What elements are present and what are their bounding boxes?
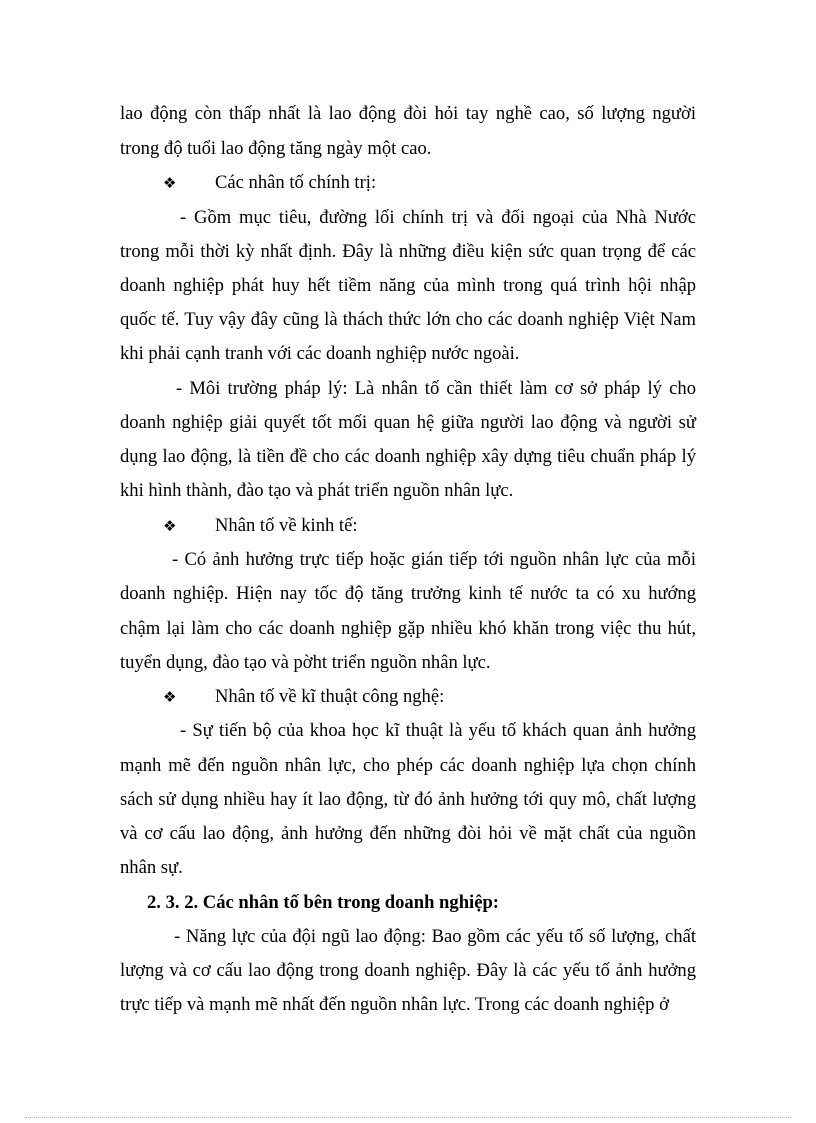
bullet-diamond-icon: ❖: [163, 174, 177, 192]
section-heading-political: Các nhân tố chính trị:: [215, 172, 377, 193]
paragraph-line: mạnh mẽ đến nguồn nhân lực, cho phép các doanh nghiệp lựa chọn chính: [120, 755, 696, 776]
paragraph-line: và cơ cấu lao động, ảnh hưởng đến những đòi hỏi về mặt chất của nguồn: [120, 823, 696, 844]
paragraph-line: lượng và cơ cấu lao động trong doanh nghiệp. Đây là các yếu tố ảnh hưởng: [120, 960, 696, 981]
paragraph-line: chậm lại làm cho các doanh nghiệp gặp nhiều khó khăn trong việc thu hút,: [120, 618, 696, 639]
paragraph-line: trong độ tuổi lao động tăng ngày một cao.: [120, 138, 432, 159]
paragraph-line: sách sử dụng nhiều hay ít lao động, từ đó ảnh hưởng tới quy mô, chất lượng: [120, 789, 696, 810]
paragraph-line: - Sự tiến bộ của khoa học kĩ thuật là yếu tố khách quan ảnh hưởng: [180, 720, 696, 741]
paragraph-line: trong mỗi thời kỳ nhất định. Đây là những điều kiện sức quan trọng để các: [120, 241, 696, 262]
section-heading-economic: Nhân tố về kinh tế:: [215, 515, 358, 536]
paragraph-line: tuyển dụng, đào tạo và pờht triển nguồn nhân lực.: [120, 652, 491, 673]
paragraph-line: nhân sự.: [120, 857, 183, 878]
page-bottom-rule: [25, 1117, 791, 1118]
paragraph-line: doanh nghiệp giải quyết tốt mối quan hệ giữa người lao động và người sử: [120, 412, 696, 433]
paragraph-line: trực tiếp và mạnh mẽ nhất đến nguồn nhân lực. Trong các doanh nghiệp ở: [120, 994, 669, 1015]
paragraph-line: - Môi trường pháp lý: Là nhân tố cần thiết làm cơ sở pháp lý cho: [176, 378, 696, 399]
bullet-diamond-icon: ❖: [163, 517, 177, 535]
section-heading-internal-factors: 2. 3. 2. Các nhân tố bên trong doanh nghiệp:: [147, 892, 499, 913]
paragraph-line: lao động còn thấp nhất là lao động đòi hỏi tay nghề cao, số lượng người: [120, 103, 696, 124]
paragraph-line: doanh nghiệp phát huy hết tiềm năng của mình trong quá trình hội nhập: [120, 275, 696, 296]
paragraph-line: - Năng lực của đội ngũ lao động: Bao gồm các yếu tố số lượng, chất: [174, 926, 696, 947]
section-heading-technology: Nhân tố về kĩ thuật công nghệ:: [215, 686, 445, 707]
bullet-diamond-icon: ❖: [163, 688, 177, 706]
paragraph-line: doanh nghiệp. Hiện nay tốc độ tăng trưởng kinh tế nước ta có xu hướng: [120, 583, 696, 604]
paragraph-line: khi hình thành, đào tạo và phát triển nguồn nhân lực.: [120, 480, 514, 501]
paragraph-line: quốc tế. Tuy vậy đây cũng là thách thức lớn cho các doanh nghiệp Việt Nam: [120, 309, 696, 330]
paragraph-line: - Có ảnh hưởng trực tiếp hoặc gián tiếp tới nguồn nhân lực của mỗi: [172, 549, 696, 570]
paragraph-line: - Gồm mục tiêu, đường lối chính trị và đối ngoại của Nhà Nước: [180, 207, 696, 228]
paragraph-line: dụng lao động, là tiền đề cho các doanh nghiệp xây dựng tiêu chuẩn pháp lý: [120, 446, 696, 467]
paragraph-line: khi phải cạnh tranh với các doanh nghiệp nước ngoài.: [120, 343, 520, 364]
